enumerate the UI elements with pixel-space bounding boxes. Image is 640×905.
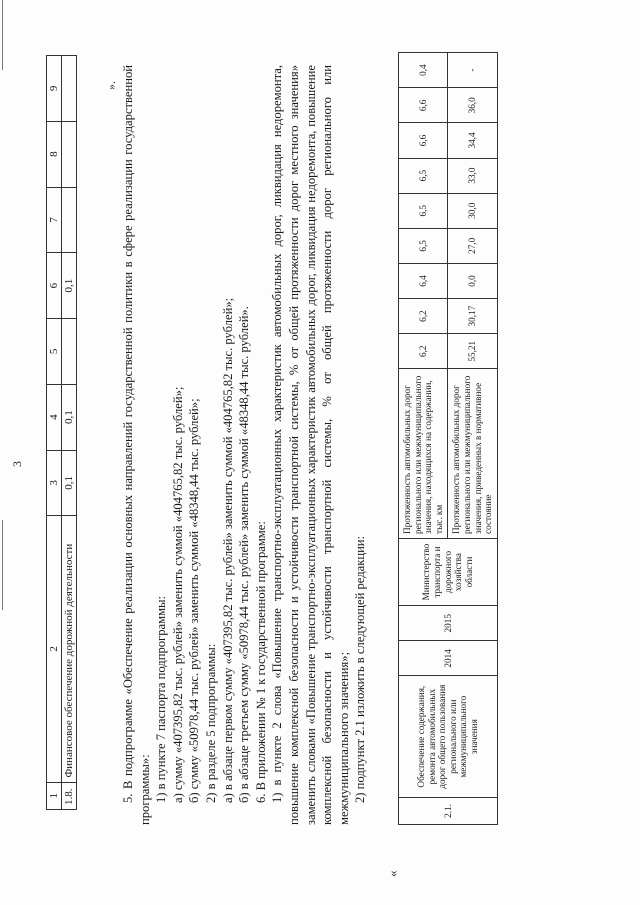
top-table-header bbox=[47, 56, 62, 810]
value-cell: 55,21 bbox=[448, 334, 497, 369]
row-number: 1.8. bbox=[62, 782, 77, 809]
value-cell: 6,5 bbox=[399, 228, 448, 263]
header-cell: 4 bbox=[47, 384, 62, 450]
value-cell: 6,5 bbox=[399, 158, 448, 193]
paragraph: 2) подпункт 2.1 изложить в следующей редакции: bbox=[353, 535, 368, 803]
header-cell: 1 bbox=[47, 782, 62, 809]
value-cell: 30,17 bbox=[448, 299, 497, 334]
document-body bbox=[120, 65, 369, 825]
value-cell: 0,4 bbox=[399, 53, 448, 88]
opening-quote: « bbox=[385, 870, 400, 877]
row-name: Финансовое обеспечение дорожной деятельности bbox=[62, 516, 77, 782]
bottom-table-row bbox=[399, 53, 448, 825]
value-cell: 36,0 bbox=[448, 88, 497, 123]
executor-cell: Министерство транспорта и дорожного хозяйства области bbox=[399, 538, 498, 605]
scan-edge-mark bbox=[2, 520, 3, 610]
value-cell bbox=[62, 121, 77, 187]
value-cell: 34,4 bbox=[448, 123, 497, 158]
header-cell: 9 bbox=[47, 56, 62, 122]
value-cell: 6,6 bbox=[399, 88, 448, 123]
value-cell: 6,6 bbox=[399, 123, 448, 158]
paragraph: 1) в пункте 2 слова «Повышение транспортно-эксплуатационных характеристик автомобильных дорог, ликвидация недоремонта, повышение комплексной безопасности и устойчивости транспортной системы, % от общей протяженности дорог местного значения» заменить словами «Повышение транспортно-эксплуатационных характеристик автомобильных дорог, ликвидация недоремонта, повышение комплексной безопасности и устойчивости транспортной системы, % от общей протяженности дорог регионального или межмуниципального значения»; bbox=[270, 65, 351, 825]
paragraph: б) в абзаце третьем сумму «50978,44 тыс. рублей» заменить суммой «48348,44 тыс. рублей». bbox=[237, 306, 252, 803]
scan-edge-mark bbox=[2, 0, 3, 70]
indicator-cell: Протяженность автомобильных дорог регионального или межмуниципального значения, находящихся на содержании, тыс. км bbox=[399, 369, 448, 539]
row-number: 2.1. bbox=[399, 797, 498, 824]
year-start: 2014 bbox=[399, 641, 498, 676]
paragraph: а) в абзаце первом сумму «407395,82 тыс. рублей» заменить суммой «404765,82 тыс. рублей»; bbox=[220, 297, 235, 803]
value-cell bbox=[62, 187, 77, 253]
closing-quote: ». bbox=[104, 81, 118, 90]
top-table bbox=[46, 55, 77, 810]
header-cell: 8 bbox=[47, 121, 62, 187]
header-cell: 2 bbox=[47, 516, 62, 782]
header-cell: 3 bbox=[47, 450, 62, 516]
paragraph: 1) в пункте 7 паспорта подпрограммы: bbox=[154, 596, 169, 803]
task-cell: Обеспечение содержания, ремонта автомобильных дорог общего пользования регионального или межмуниципального значения bbox=[399, 676, 498, 797]
value-cell: 6,2 bbox=[399, 334, 448, 369]
indicator-cell: Протяженность автомобильных дорог регионального или межмуниципального значения, приведенных в нормативное состояние bbox=[448, 369, 497, 539]
bottom-table bbox=[398, 52, 498, 825]
value-cell: 0,1 bbox=[62, 253, 77, 319]
paragraph: 5. В подпрограмме «Обеспечение реализации основных направлений государственной политики в сфере реализации государственной программы»: bbox=[121, 65, 152, 825]
paragraph: 6. В приложении № 1 к государственной программе: bbox=[253, 521, 268, 803]
page-number: 3 bbox=[10, 461, 24, 467]
top-table-row bbox=[62, 56, 77, 810]
value-cell bbox=[62, 319, 77, 385]
value-cell bbox=[62, 56, 77, 122]
value-cell: 6,2 bbox=[399, 299, 448, 334]
year-end: 2015 bbox=[399, 606, 498, 641]
header-cell: 5 bbox=[47, 319, 62, 385]
value-cell: - bbox=[448, 53, 497, 88]
header-cell: 6 bbox=[47, 253, 62, 319]
value-cell: 27,0 bbox=[448, 228, 497, 263]
value-cell: 0,1 bbox=[62, 384, 77, 450]
paragraph: а) сумму «407395,82 тыс. рублей» заменить суммой «404765,82 тыс. рублей»; bbox=[170, 386, 185, 803]
header-cell: 7 bbox=[47, 187, 62, 253]
value-cell: 0,0 bbox=[448, 263, 497, 298]
value-cell: 0,1 bbox=[62, 450, 77, 516]
paragraph: б) сумму «50978,44 тыс. рублей» заменить суммой «48348,44 тыс. рублей»; bbox=[187, 398, 202, 803]
value-cell: 6,5 bbox=[399, 193, 448, 228]
value-cell: 33,0 bbox=[448, 158, 497, 193]
paragraph: 2) в разделе 5 подпрограммы: bbox=[203, 643, 218, 803]
value-cell: 6,4 bbox=[399, 263, 448, 298]
value-cell: 30,0 bbox=[448, 193, 497, 228]
